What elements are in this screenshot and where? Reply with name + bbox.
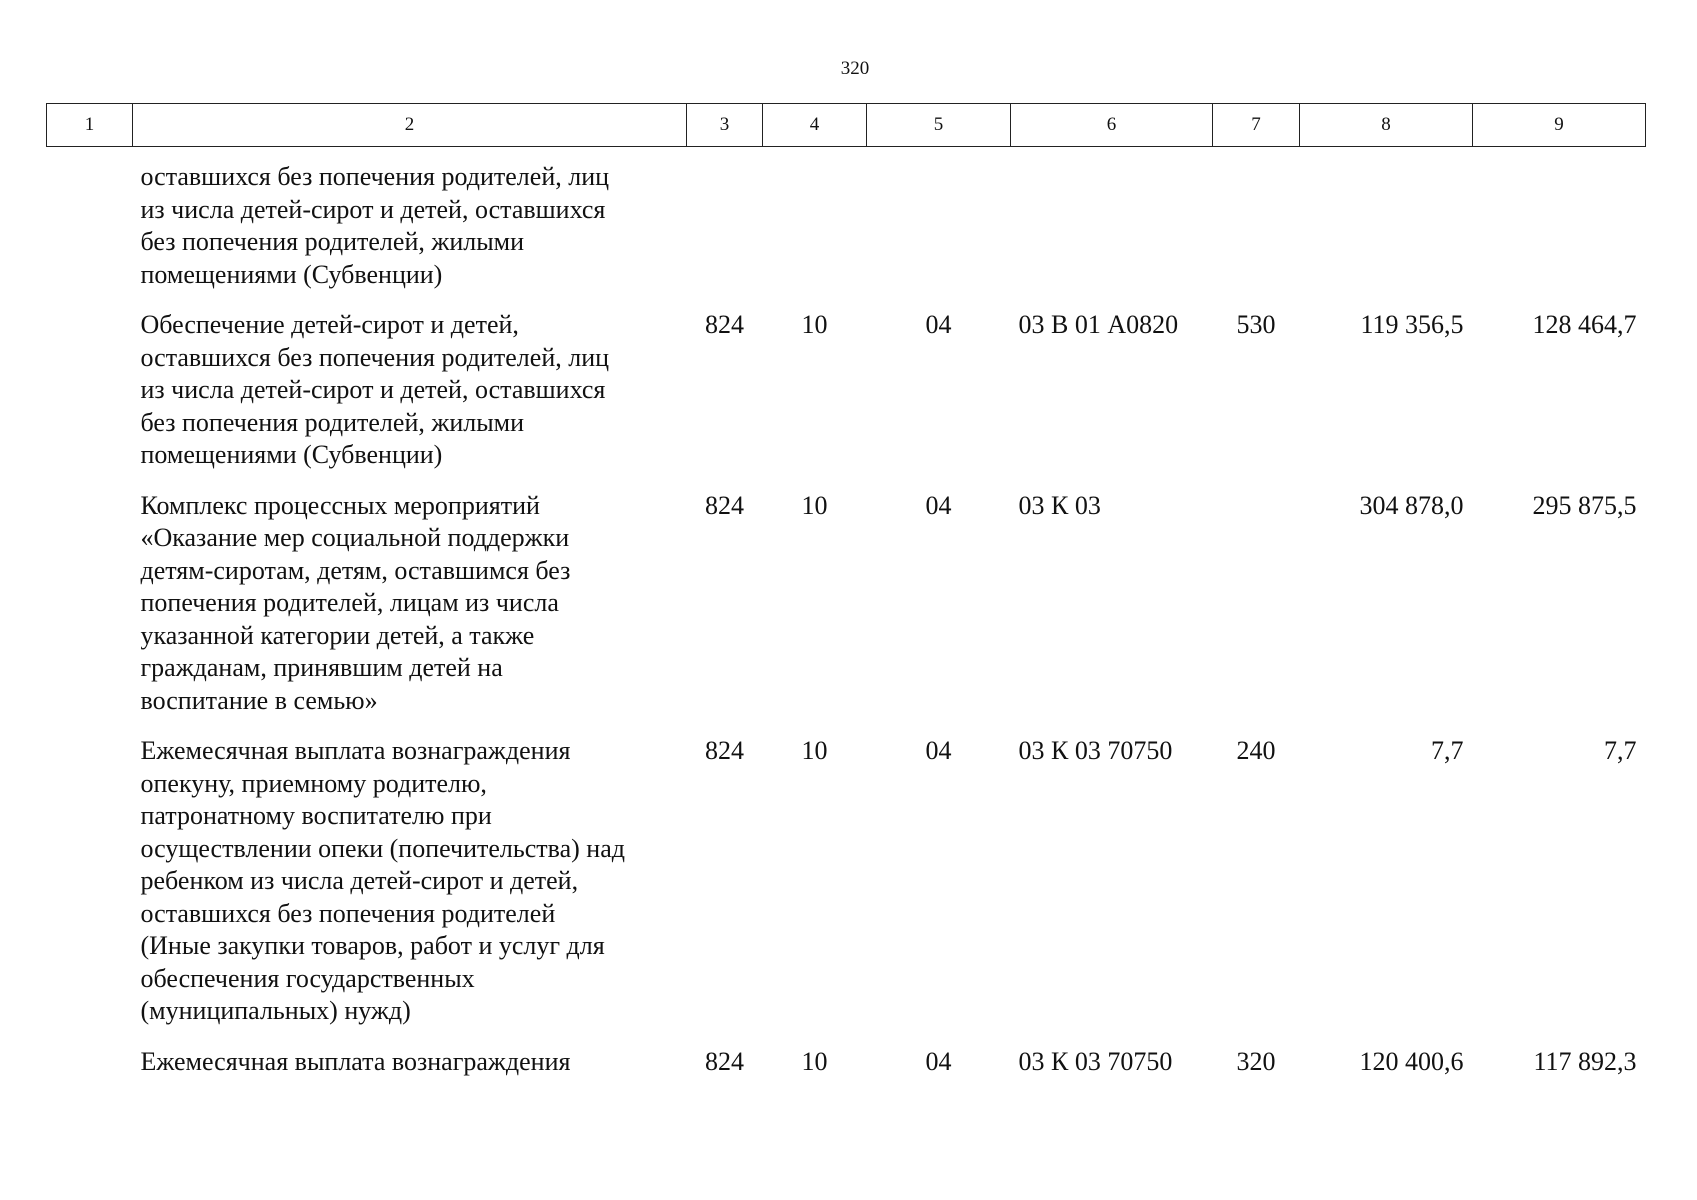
item-name-line: из числа детей-сирот и детей, оставшихся (140, 194, 606, 224)
cell-ministry-code: 824 (705, 490, 744, 520)
item-name-line: оставшихся без попечения родителей, лиц (140, 342, 610, 372)
cell-amount-year-1: 7,7 (1431, 736, 1464, 765)
cell-expense-type: 320 (1236, 1046, 1276, 1076)
item-name-line: помещениями (Субвенции) (140, 259, 443, 289)
item-name-line: осуществлении опеки (попечительства) над (140, 833, 625, 863)
header-col-3: 3 (687, 104, 763, 147)
cell-expense-type: 240 (1236, 736, 1276, 765)
cell-section-code: 10 (801, 490, 828, 520)
cell-subsection-code: 04 (925, 736, 952, 765)
item-name-line: обеспечения государственных (140, 963, 475, 993)
item-name-line: указанной категории детей, а также (140, 620, 535, 650)
cell-target-article (1011, 147, 1213, 310)
cell-amount-year-2: 128 464,7 (1532, 310, 1637, 339)
page-number: 320 (840, 58, 870, 79)
cell-expense-type: 530 (1236, 310, 1276, 339)
item-name-line: опекуну, приемному родителю, (140, 768, 487, 798)
cell-target-article: 03 К 03 70750 (1018, 736, 1173, 765)
cell-item-name (133, 735, 687, 1046)
cell-subsection-code: 04 (925, 310, 952, 339)
cell-amount-year-2: 117 892,3 (1533, 1046, 1637, 1076)
cell-expense-type (1213, 490, 1300, 736)
cell-section-code (763, 147, 867, 310)
table-row (47, 490, 1646, 736)
cell-subsection-code: 04 (925, 490, 952, 520)
header-col-4: 4 (763, 104, 867, 147)
item-name-line: патронатному воспитателю при (140, 801, 492, 830)
cell-target-article: 03 В 01 А0820 (1018, 310, 1179, 339)
cell-ministry-code: 824 (705, 310, 744, 339)
cell-amount-year-2: 7,7 (1604, 736, 1637, 765)
table-row (47, 735, 1646, 1046)
item-name-line: попечения родителей, лицам из числа (140, 588, 559, 617)
item-name-line: Обеспечение детей-сирот и детей, (140, 310, 519, 339)
cell-amount-year-1: 304 878,0 (1359, 490, 1464, 520)
item-name-line: детям-сиротам, детям, оставшимся без (140, 555, 571, 585)
header-col-5: 5 (867, 104, 1011, 147)
cell-item-name (133, 309, 687, 490)
cell-section-code: 10 (801, 310, 828, 339)
cell-subsection-code (867, 147, 1011, 310)
budget-table (46, 103, 1646, 1096)
item-name-line: Комплекс процессных мероприятий (140, 490, 540, 520)
item-name-line: из числа детей-сирот и детей, оставшихся (140, 375, 606, 404)
cell-col-1 (47, 735, 133, 1046)
cell-amount-year-1: 120 400,6 (1359, 1046, 1464, 1076)
cell-item-name (133, 490, 687, 736)
header-col-7: 7 (1213, 104, 1300, 147)
header-col-6: 6 (1011, 104, 1213, 147)
item-name-line: Ежемесячная выплата вознаграждения (140, 1046, 571, 1076)
cell-col-1 (47, 309, 133, 490)
cell-amount-year-1 (1300, 147, 1473, 310)
header-col-1: 1 (47, 104, 133, 147)
cell-col-1 (47, 147, 133, 310)
table-row (47, 147, 1646, 310)
item-name-line: (муниципальных) нужд) (140, 996, 411, 1025)
cell-expense-type (1213, 147, 1300, 310)
table-row (47, 1046, 1646, 1097)
cell-col-1 (47, 490, 133, 736)
item-name-line: без попечения родителей, жилыми (140, 227, 525, 256)
cell-section-code: 10 (801, 736, 828, 765)
item-name-line: (Иные закупки товаров, работ и услуг для (140, 931, 605, 960)
item-name-line: без попечения родителей, жилыми (140, 407, 525, 437)
header-col-9: 9 (1473, 104, 1646, 147)
item-name-line: ребенком из числа детей-сирот и детей, (140, 866, 579, 895)
cell-amount-year-1: 119 356,5 (1360, 310, 1464, 339)
header-row (47, 104, 1646, 147)
header-col-2: 2 (133, 104, 687, 147)
item-name-line: оставшихся без попечения родителей (140, 898, 556, 928)
cell-target-article: 03 К 03 70750 (1018, 1046, 1173, 1076)
item-name-line: Ежемесячная выплата вознаграждения (140, 736, 571, 765)
cell-ministry-code: 824 (705, 1046, 744, 1076)
table-body (47, 147, 1646, 1097)
cell-amount-year-2: 295 875,5 (1532, 490, 1637, 520)
item-name-line: «Оказание мер социальной поддержки (140, 523, 570, 552)
cell-target-article: 03 К 03 (1018, 490, 1101, 520)
header-col-8: 8 (1300, 104, 1473, 147)
table-row (47, 309, 1646, 490)
item-name-line: гражданам, принявшим детей на (140, 653, 503, 682)
cell-col-1 (47, 1046, 133, 1097)
item-name-line: воспитание в семью» (140, 685, 378, 715)
item-name-line: оставшихся без попечения родителей, лиц (140, 162, 610, 191)
item-name-line: помещениями (Субвенции) (140, 440, 443, 469)
cell-item-name (133, 1046, 687, 1097)
cell-section-code: 10 (801, 1046, 828, 1076)
cell-subsection-code: 04 (925, 1046, 952, 1076)
cell-item-name (133, 147, 687, 310)
table-header (47, 104, 1646, 147)
cell-ministry-code: 824 (705, 736, 744, 765)
cell-ministry-code (687, 147, 763, 310)
cell-amount-year-2 (1473, 147, 1646, 310)
